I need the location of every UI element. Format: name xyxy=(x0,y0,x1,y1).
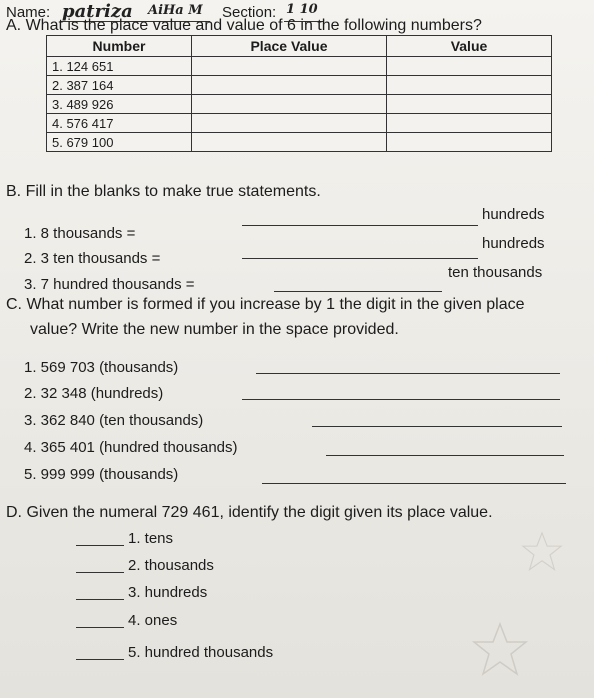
place-value-table xyxy=(46,35,552,152)
place-value-cell[interactable] xyxy=(192,57,387,76)
value-cell[interactable] xyxy=(387,57,552,76)
part-c-item-2: 2. 32 348 (hundreds) xyxy=(24,385,164,402)
place-value-cell[interactable] xyxy=(192,133,387,152)
part-b-item-1: 1. 8 thousands = xyxy=(24,225,136,242)
part-d-item-1: 1. tens xyxy=(128,530,174,547)
student-name: patriza xyxy=(62,1,133,22)
part-d-item-5: 5. hundred thousands xyxy=(128,644,274,661)
place-value-cell[interactable] xyxy=(192,95,387,114)
place-value-cell[interactable] xyxy=(192,76,387,95)
part-d-answer-blank-1[interactable] xyxy=(76,545,124,546)
part-d-answer-blank-2[interactable] xyxy=(76,572,124,573)
part-b-question: B. Fill in the blanks to make true statements. xyxy=(6,183,321,200)
table-row xyxy=(47,76,552,95)
part-b-answer-blank-3[interactable] xyxy=(274,291,442,292)
column-header-place-value: Place Value xyxy=(192,36,387,57)
student-name-extra: AiHa M xyxy=(148,3,203,18)
star-doodle-icon xyxy=(520,530,564,574)
number-cell: 2. 387 164 xyxy=(47,76,192,95)
table-header-row xyxy=(47,36,552,57)
part-b-answer-blank-2[interactable] xyxy=(242,258,478,259)
part-c-answer-blank-5[interactable] xyxy=(262,483,566,484)
value-cell[interactable] xyxy=(387,76,552,95)
part-c-item-4: 4. 365 401 (hundred thousands) xyxy=(24,439,238,456)
part-b-item-2: 2. 3 ten thousands = xyxy=(24,250,161,267)
part-d-answer-blank-4[interactable] xyxy=(76,627,124,628)
value-cell[interactable] xyxy=(387,133,552,152)
part-c-question-line-2: value? Write the new number in the space provided. xyxy=(30,321,399,338)
number-cell: 4. 576 417 xyxy=(47,114,192,133)
part-d-answer-blank-3[interactable] xyxy=(76,599,124,600)
table-row xyxy=(47,133,552,152)
name-label: Name: xyxy=(6,4,51,21)
part-d-item-3: 3. hundreds xyxy=(128,584,208,601)
part-d-question: D. Given the numeral 729 461, identify the digit given its place value. xyxy=(6,504,493,521)
section-value: 1 10 xyxy=(286,2,318,17)
place-value-cell[interactable] xyxy=(192,114,387,133)
value-cell[interactable] xyxy=(387,95,552,114)
section-label: Section: xyxy=(222,4,277,21)
star-doodle-icon xyxy=(470,620,530,680)
part-b-unit-3: ten thousands xyxy=(448,264,543,281)
part-c-answer-blank-2[interactable] xyxy=(242,399,560,400)
number-cell: 5. 679 100 xyxy=(47,133,192,152)
part-b-unit-1: hundreds xyxy=(482,206,545,223)
part-b-unit-2: hundreds xyxy=(482,235,545,252)
part-c-item-1: 1. 569 703 (thousands) xyxy=(24,359,179,376)
value-cell[interactable] xyxy=(387,114,552,133)
table-row xyxy=(47,57,552,76)
part-c-answer-blank-3[interactable] xyxy=(312,426,562,427)
column-header-value: Value xyxy=(387,36,552,57)
part-b-answer-blank-1[interactable] xyxy=(242,225,478,226)
number-cell: 1. 124 651 xyxy=(47,57,192,76)
table-row xyxy=(47,114,552,133)
part-c-answer-blank-4[interactable] xyxy=(326,455,564,456)
part-b-item-3: 3. 7 hundred thousands = xyxy=(24,276,195,293)
part-c-answer-blank-1[interactable] xyxy=(256,373,560,374)
part-d-item-2: 2. thousands xyxy=(128,557,214,574)
part-a-question: A. What is the place value and value of 6 in the following numbers? xyxy=(6,17,482,34)
table-row xyxy=(47,95,552,114)
part-c-item-3: 3. 362 840 (ten thousands) xyxy=(24,412,204,429)
part-d-answer-blank-5[interactable] xyxy=(76,659,124,660)
part-c-question-line-1: C. What number is formed if you increase by 1 the digit in the given place xyxy=(6,296,525,313)
column-header-number: Number xyxy=(47,36,192,57)
number-cell: 3. 489 926 xyxy=(47,95,192,114)
part-c-item-5: 5. 999 999 (thousands) xyxy=(24,466,179,483)
part-d-item-4: 4. ones xyxy=(128,612,178,629)
